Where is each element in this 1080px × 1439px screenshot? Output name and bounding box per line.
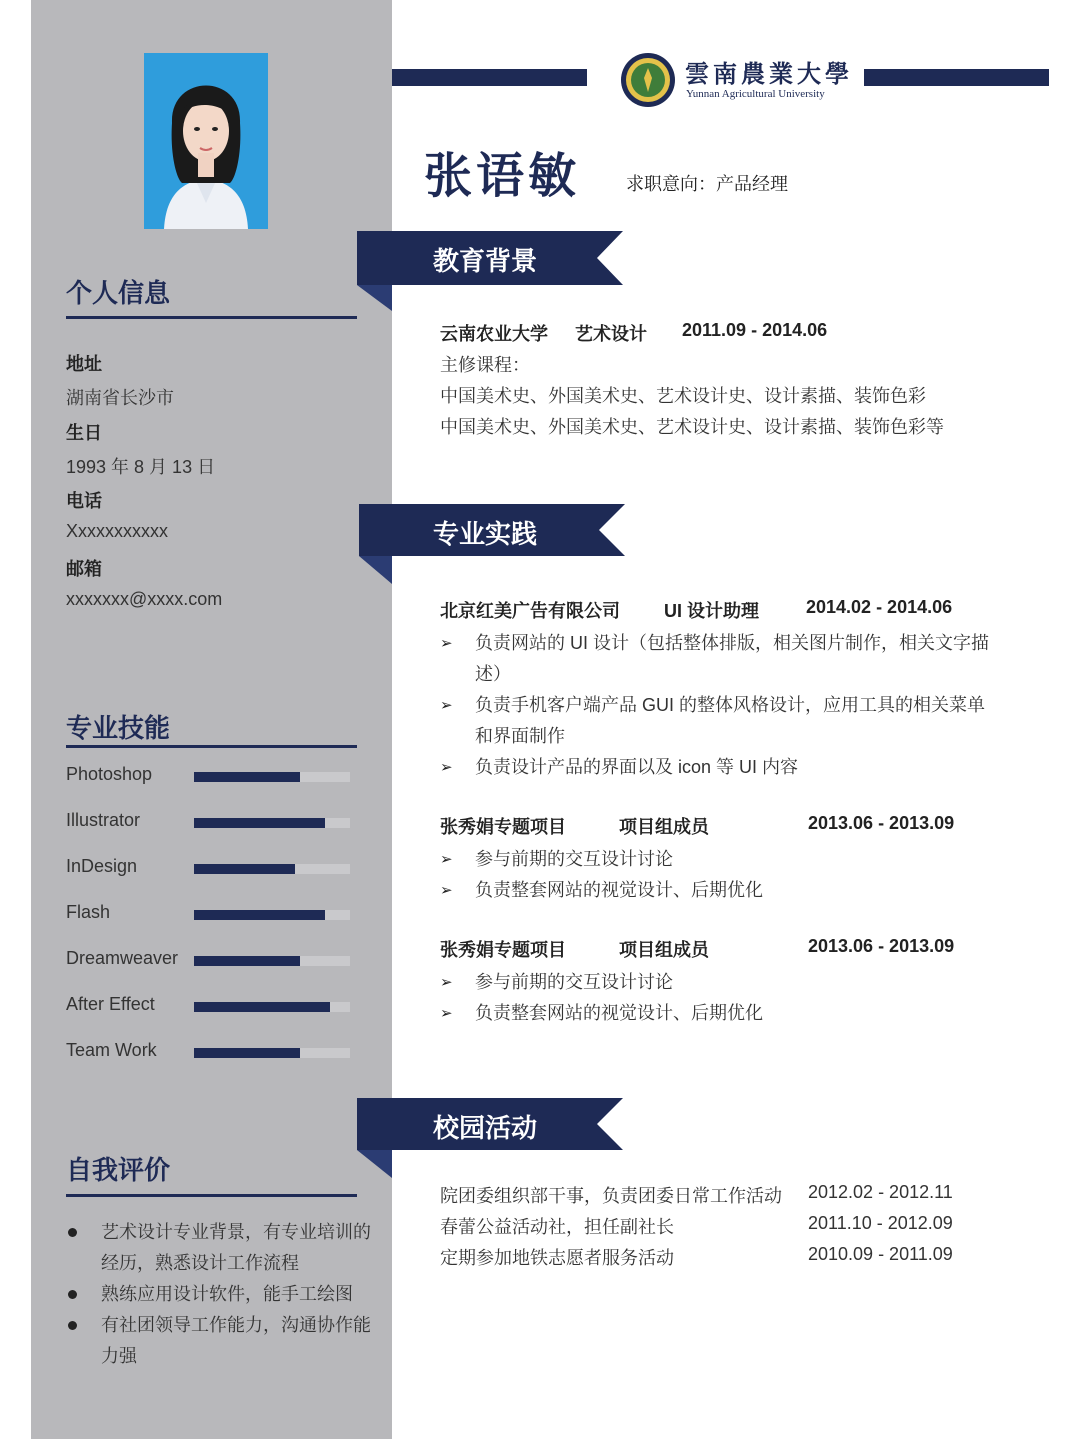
job-period: 2014.02 - 2014.06 — [806, 597, 953, 617]
major: 艺术设计 — [575, 324, 647, 344]
section-title: 校园活动 — [433, 1113, 538, 1143]
list-item — [66, 1279, 386, 1310]
skill-name: Team Work — [66, 1040, 157, 1060]
skill-row — [66, 856, 350, 880]
skill-row — [66, 764, 350, 788]
job-org: 北京红美广告有限公司 — [440, 601, 620, 621]
self-eval-text: 有社团领导工作能力，沟通协作能力强 — [101, 1315, 371, 1366]
skill-bar-track — [194, 1048, 350, 1058]
job-org: 张秀娟专题项目 — [440, 817, 566, 837]
skill-name: After Effect — [66, 994, 155, 1014]
skill-bar-track — [194, 910, 350, 920]
courses-line: 中国美术史、外国美术史、艺术设计史、设计素描、装饰色彩 — [440, 386, 926, 406]
logo-english-text: Yunnan Agricultural University — [686, 88, 825, 100]
university-seal-icon — [619, 52, 677, 108]
list-item — [440, 690, 1000, 752]
arrow-icon: ➢ — [440, 851, 453, 868]
job-org: 张秀娟专题项目 — [440, 940, 566, 960]
skills-title: 专业技能 — [66, 713, 171, 743]
skill-row — [66, 994, 350, 1018]
bullet-icon — [68, 1228, 77, 1237]
logo-chinese-text: 雲南農業大學 — [685, 59, 853, 88]
practice-banner — [357, 504, 625, 586]
arrow-icon: ➢ — [440, 1005, 453, 1022]
email-label: 邮箱 — [66, 559, 102, 579]
campus-period: 2010.09 - 2011.09 — [808, 1244, 953, 1264]
section-title: 专业实践 — [433, 519, 538, 549]
phone-value: Xxxxxxxxxxx — [66, 521, 169, 541]
skill-bar-fill — [194, 772, 300, 782]
job-role: UI 设计助理 — [664, 601, 760, 621]
skill-row — [66, 810, 350, 834]
campus-period: 2012.02 - 2012.11 — [808, 1182, 953, 1202]
list-item — [440, 967, 1000, 998]
campus-period: 2011.10 - 2012.09 — [808, 1213, 953, 1233]
list-item — [66, 1310, 386, 1372]
job-role: 项目组成员 — [619, 817, 709, 837]
skill-row — [66, 948, 350, 972]
self-eval-divider — [66, 1194, 357, 1197]
list-item — [440, 844, 1000, 875]
arrow-icon: ➢ — [440, 697, 453, 714]
address-value: 湖南省长沙市 — [66, 388, 174, 408]
skill-name: Illustrator — [66, 810, 141, 830]
header-bar-left — [392, 69, 587, 86]
duty-text: 负责网站的 UI 设计（包括整体排版，相关图片制作，相关文字描述） — [475, 633, 989, 684]
list-item — [440, 998, 1000, 1029]
campus-activity: 春蕾公益活动社，担任副社长 — [440, 1217, 674, 1237]
list-item — [440, 752, 1000, 783]
campus-activity: 定期参加地铁志愿者服务活动 — [440, 1248, 674, 1268]
address-label: 地址 — [66, 354, 102, 374]
list-item — [440, 875, 1000, 906]
list-item — [440, 628, 1000, 690]
skill-bar-track — [194, 864, 350, 874]
job-period: 2013.06 - 2013.09 — [808, 936, 955, 956]
skill-bar-track — [194, 956, 350, 966]
arrow-icon: ➢ — [440, 635, 453, 652]
skill-bar-fill — [194, 1002, 330, 1012]
skill-row — [66, 902, 350, 926]
self-eval-list — [66, 1217, 386, 1372]
section-title: 教育背景 — [433, 246, 538, 276]
skill-bar-fill — [194, 956, 300, 966]
duty-text: 负责手机客户端产品 GUI 的整体风格设计，应用工具的相关菜单和界面制作 — [475, 695, 986, 746]
campus-banner — [357, 1098, 625, 1180]
skill-bar-track — [194, 772, 350, 782]
duty-text: 负责整套网站的视觉设计、后期优化 — [475, 1003, 763, 1023]
job-period: 2013.06 - 2013.09 — [808, 813, 955, 833]
skill-name: Dreamweaver — [66, 948, 179, 968]
duty-text: 负责设计产品的界面以及 icon 等 UI 内容 — [475, 757, 799, 777]
arrow-icon: ➢ — [440, 882, 453, 899]
skill-bar-fill — [194, 818, 325, 828]
campus-activity: 院团委组织部干事，负责团委日常工作活动 — [440, 1186, 782, 1206]
skill-bar-fill — [194, 1048, 300, 1058]
school-name: 云南农业大学 — [440, 324, 548, 344]
phone-label: 电话 — [66, 491, 102, 511]
avatar-icon — [144, 53, 268, 229]
arrow-icon: ➢ — [440, 759, 453, 776]
skill-bar-track — [194, 1002, 350, 1012]
duty-text: 参与前期的交互设计讨论 — [475, 849, 673, 869]
education-period: 2011.09 - 2014.06 — [682, 320, 828, 340]
self-eval-title: 自我评价 — [66, 1155, 171, 1185]
candidate-name: 张语敏 — [424, 150, 581, 203]
header-bar-right — [864, 69, 1049, 86]
self-eval-text: 熟练应用设计软件，能手工绘图 — [101, 1284, 353, 1304]
skill-bar-fill — [194, 864, 295, 874]
skill-name: InDesign — [66, 856, 138, 876]
self-eval-text: 艺术设计专业背景，有专业培训的经历，熟悉设计工作流程 — [101, 1222, 371, 1273]
profile-photo — [144, 53, 268, 229]
university-logo — [619, 52, 859, 108]
duty-text: 参与前期的交互设计讨论 — [475, 972, 673, 992]
courses-line: 中国美术史、外国美术史、艺术设计史、设计素描、装饰色彩等 — [440, 417, 944, 437]
list-item — [66, 1217, 386, 1279]
job-intent: 求职意向：产品经理 — [626, 174, 788, 194]
bullet-icon — [68, 1290, 77, 1299]
birth-label: 生日 — [66, 423, 102, 443]
personal-info-divider — [66, 316, 357, 319]
skill-bar-fill — [194, 910, 325, 920]
duty-text: 负责整套网站的视觉设计、后期优化 — [475, 880, 763, 900]
courses-label: 主修课程： — [440, 355, 530, 375]
arrow-icon: ➢ — [440, 974, 453, 991]
job-role: 项目组成员 — [619, 940, 709, 960]
skills-divider — [66, 745, 357, 748]
email-value: xxxxxxx@xxxx.com — [66, 589, 223, 609]
bullet-icon — [68, 1321, 77, 1330]
skill-name: Photoshop — [66, 764, 153, 784]
birth-value: 1993 年 8 月 13 日 — [66, 457, 216, 477]
education-banner — [357, 231, 625, 313]
skill-name: Flash — [66, 902, 111, 922]
skill-row — [66, 1040, 350, 1064]
skill-bar-track — [194, 818, 350, 828]
personal-info-title: 个人信息 — [66, 278, 171, 308]
